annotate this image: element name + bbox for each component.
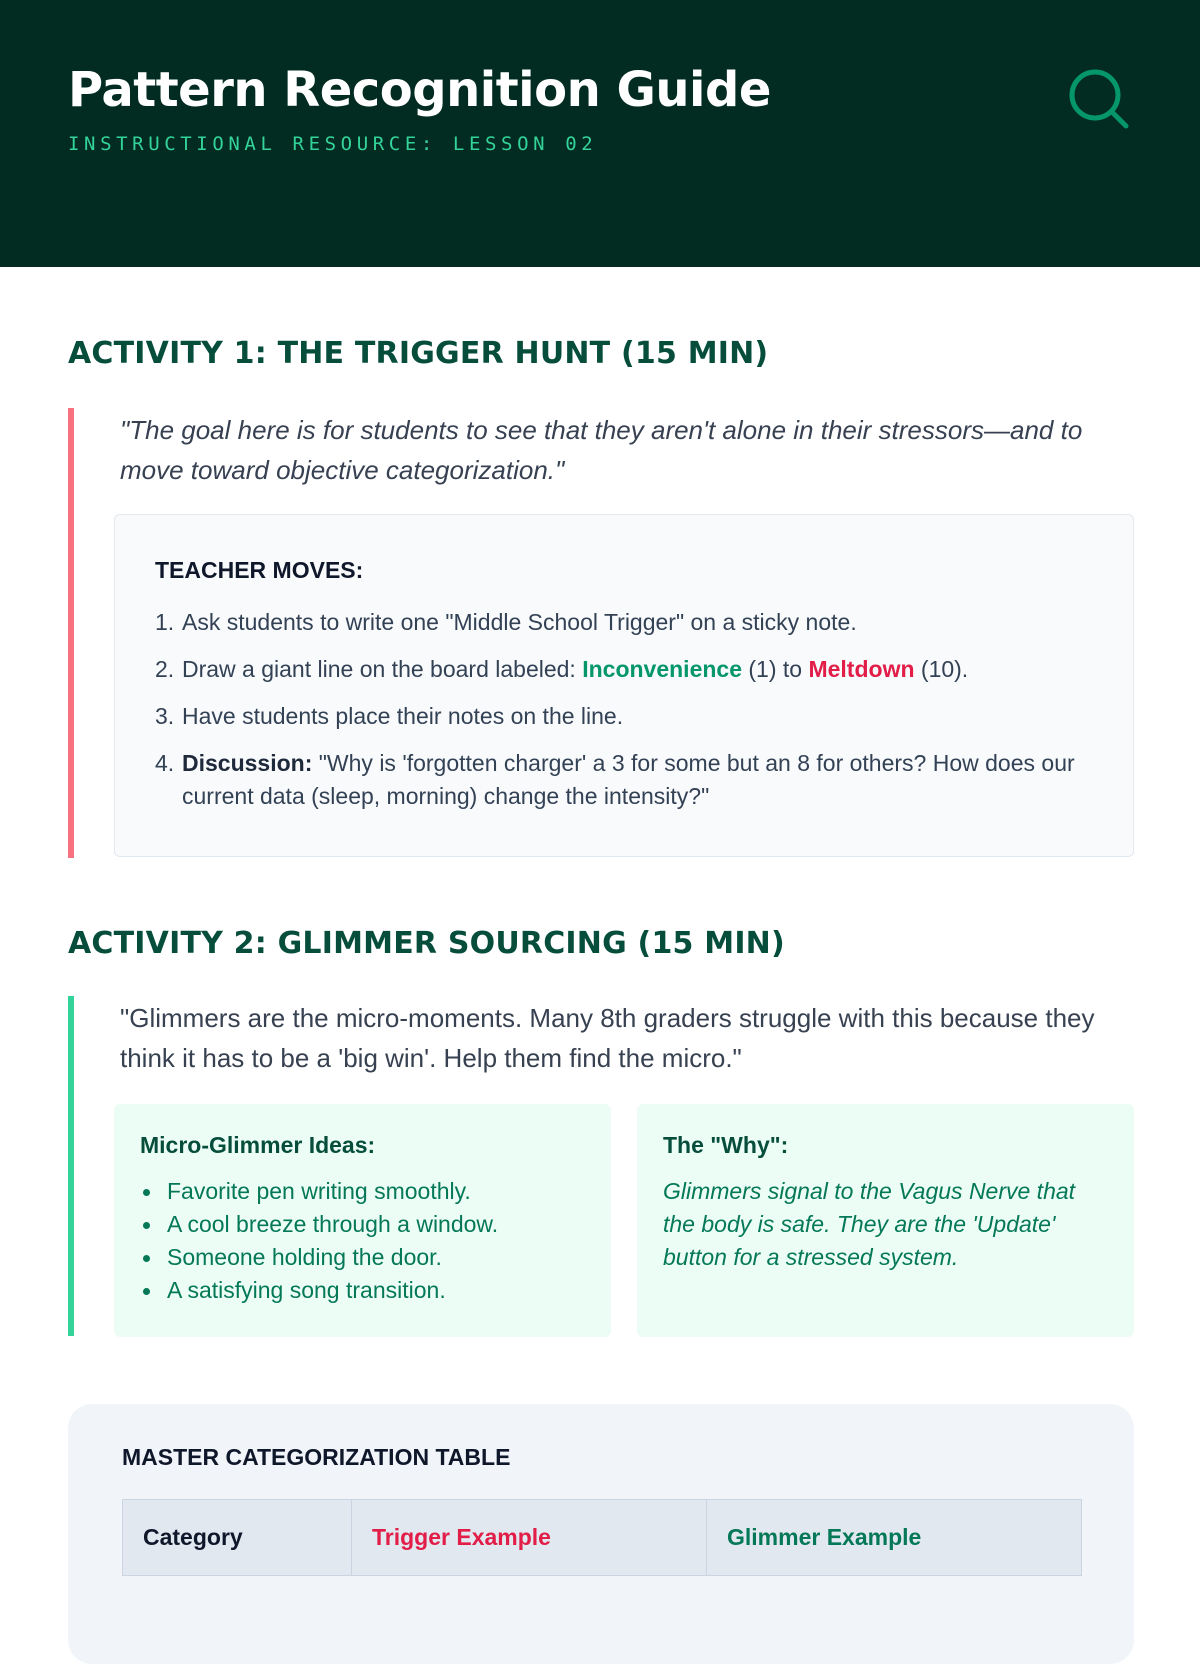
activity-2-quote: "Glimmers are the micro-moments. Many 8th graders struggle with this because they think it has to be a 'big win'. Help them find the micro." <box>120 1003 1095 1073</box>
page-subtitle: INSTRUCTIONAL RESOURCE: LESSON 02 <box>68 133 598 155</box>
why-text: Glimmers signal to the Vagus Nerve that the body is safe. They are the 'Update' button for a stressed system. <box>663 1178 1076 1270</box>
ideas-heading: Micro-Glimmer Ideas: <box>140 1132 376 1158</box>
search-icon[interactable] <box>1068 68 1132 132</box>
activity-1-title: ACTIVITY 1: THE TRIGGER HUNT (15 MIN) <box>68 336 769 371</box>
scale-high-label: Meltdown <box>808 656 915 682</box>
micro-glimmer-ideas-card <box>114 1104 611 1337</box>
discussion-label: Discussion: <box>182 750 313 776</box>
why-heading: The "Why": <box>663 1132 789 1158</box>
activity-2-title: ACTIVITY 2: GLIMMER SOURCING (15 MIN) <box>68 926 785 961</box>
page-header <box>0 0 1200 267</box>
teacher-moves-heading: TEACHER MOVES: <box>155 557 364 583</box>
activity-1-quote: "The goal here is for students to see that they aren't alone in their stressors—and to move toward objective categorization." <box>120 415 1083 485</box>
column-header-glimmer-example: Glimmer Example <box>707 1500 1082 1576</box>
list-item: A cool breeze through a window. <box>140 1208 585 1241</box>
teacher-moves-box <box>114 514 1134 857</box>
list-item: 4. Discussion: "Why is 'forgotten charger' a 3 for some but an 8 for others? How does our current data (sleep, morning) change the intensity?" <box>155 750 1075 809</box>
list-item: 3. Have students place their notes on the line. <box>155 703 624 729</box>
column-header-category: Category <box>123 1500 352 1576</box>
table-heading: MASTER CATEGORIZATION TABLE <box>122 1444 511 1470</box>
list-item: 2. Draw a giant line on the board labeled: Inconvenience (1) to Meltdown (10). <box>155 656 969 682</box>
page-title: Pattern Recognition Guide <box>68 62 771 118</box>
scale-low-label: Inconvenience <box>582 656 742 682</box>
list-item: Favorite pen writing smoothly. <box>140 1175 585 1208</box>
list-item: A satisfying song transition. <box>140 1274 585 1307</box>
column-header-trigger-example: Trigger Example <box>352 1500 707 1576</box>
why-card <box>637 1104 1134 1337</box>
categorization-table <box>122 1499 1082 1576</box>
list-item: Someone holding the door. <box>140 1241 585 1274</box>
categorization-table-panel <box>68 1404 1134 1664</box>
list-item: 1. Ask students to write one "Middle School Trigger" on a sticky note. <box>155 609 857 635</box>
ideas-list <box>140 1175 585 1307</box>
table-header-row <box>123 1500 1082 1576</box>
teacher-moves-list <box>155 606 1093 813</box>
